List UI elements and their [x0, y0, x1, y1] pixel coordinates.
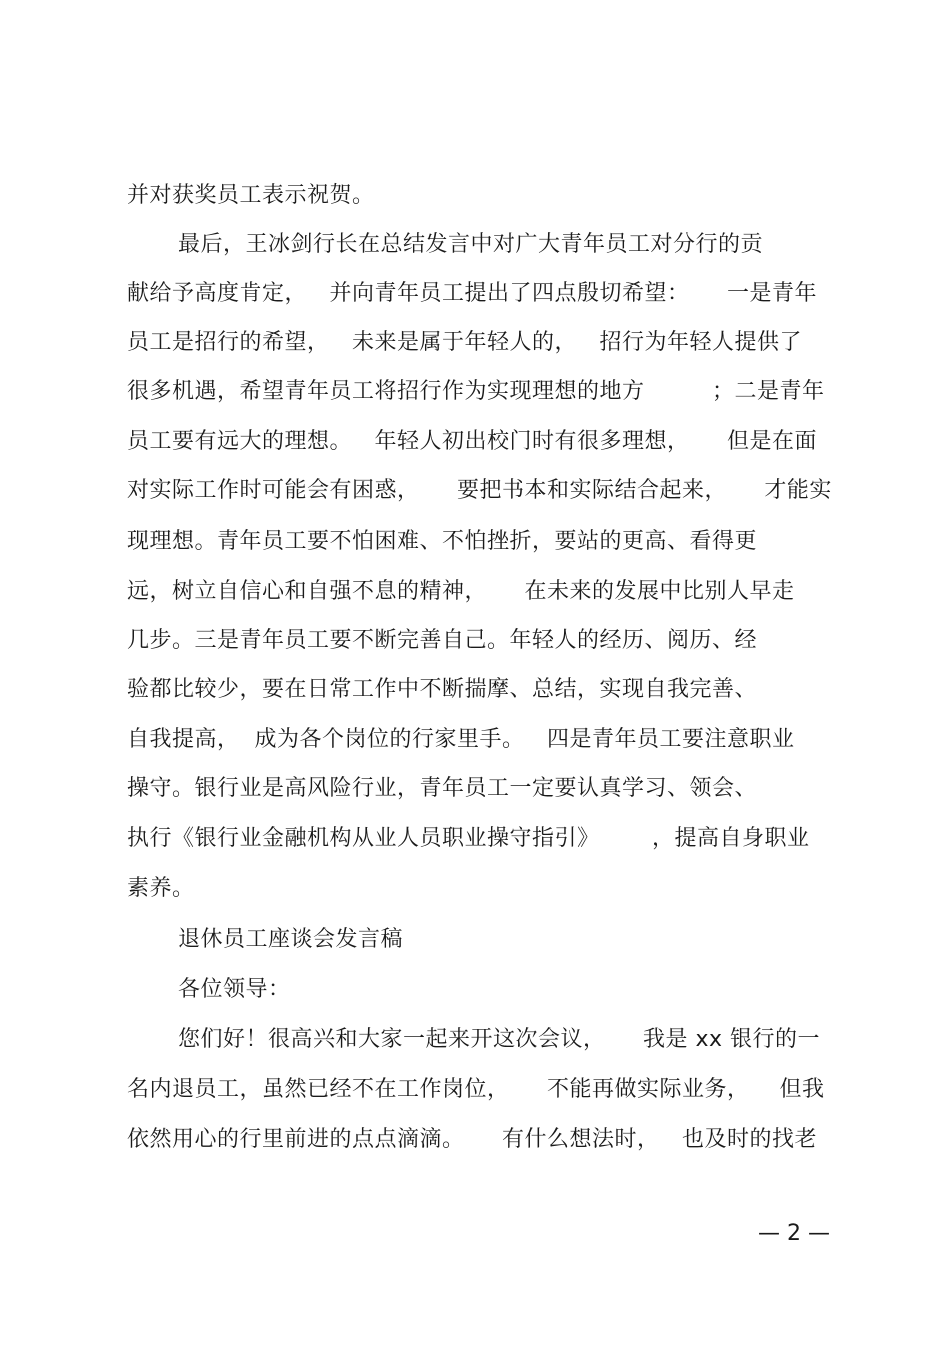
- text-line: 您们好！很高兴和大家一起来开这次会议， 我是 xx 银行的一: [178, 1027, 820, 1052]
- text-line: 执行《银行业金融机构从业人员职业操守指引》 ，提高自身职业: [127, 826, 810, 851]
- text-line: 操守。银行业是高风险行业，青年员工一定要认真学习、领会、: [127, 776, 758, 801]
- text-line: 对实际工作时可能会有困惑， 要把书本和实际结合起来， 才能实: [127, 478, 832, 503]
- page-number: — 2 —: [758, 1221, 830, 1246]
- text-line: 最后，王冰剑行长在总结发言中对广大青年员工对分行的贡: [178, 232, 764, 257]
- text-line: 很多机遇，希望青年员工将招行作为实现理想的地方 ；二是青年: [127, 379, 825, 404]
- text-line: 并对获奖员工表示祝贺。: [127, 183, 375, 208]
- text-line: 依然用心的行里前进的点点滴滴。 有什么想法时， 也及时的找老: [127, 1127, 817, 1152]
- section-title: 退休员工座谈会发言稿: [178, 927, 404, 952]
- text-line: 几步。三是青年员工要不断完善自己。年轻人的经历、阅历、经: [127, 628, 758, 653]
- text-line: 员工是招行的希望， 未来是属于年轻人的， 招行为年轻人提供了: [127, 330, 802, 355]
- text-line: 远，树立自信心和自强不息的精神， 在未来的发展中比别人早走: [127, 579, 795, 604]
- text-line: 验都比较少，要在日常工作中不断揣摩、总结，实现自我完善、: [127, 677, 758, 702]
- text-line: 献给予高度肯定， 并向青年员工提出了四点殷切希望： 一是青年: [127, 281, 817, 306]
- text-line: 素养。: [127, 876, 195, 901]
- text-line: 自我提高， 成为各个岗位的行家里手。 四是青年员工要注意职业: [127, 727, 795, 752]
- text-line: 名内退员工，虽然已经不在工作岗位， 不能再做实际业务， 但我: [127, 1077, 825, 1102]
- text-line: 员工要有远大的理想。 年轻人初出校门时有很多理想， 但是在面: [127, 429, 817, 454]
- text-line: 现理想。青年员工要不怕困难、不怕挫折，要站的更高、看得更: [127, 529, 758, 554]
- salutation: 各位领导：: [178, 977, 291, 1002]
